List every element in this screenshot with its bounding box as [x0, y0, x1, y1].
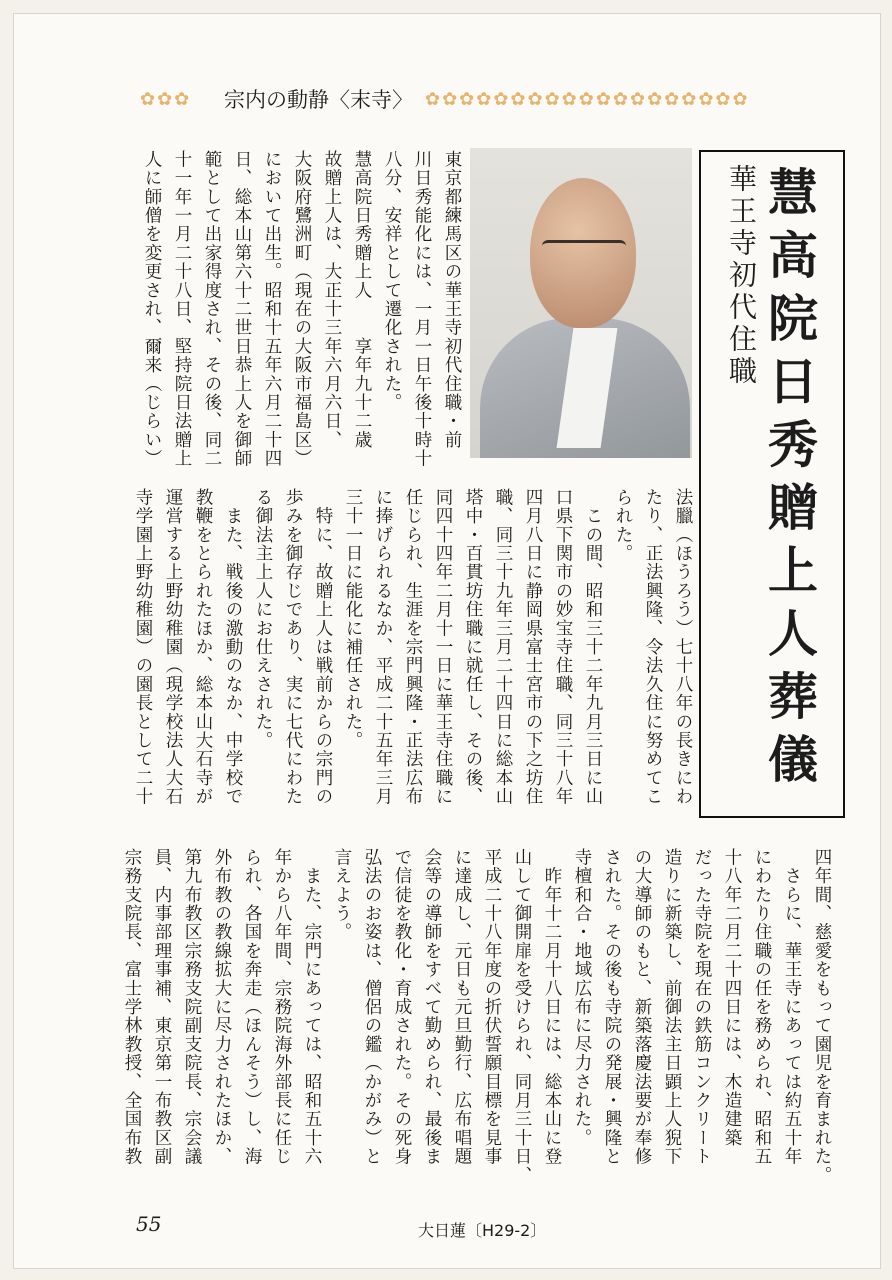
publication-title: 大日蓮〔H29-2〕 [418, 1221, 547, 1240]
article-column-top-left: 東京都練馬区の華王寺初代住職・前 川日秀能化には、一月一日午後十時十 八分、安祥として遷化された。 慧高院日秀贈上人 享年九十二歳 故贈上人は、大正十三年六月六日、 大阪府鷺洲町（現在の大阪市福島区） において出生。昭和十五年六月二十四 日、総本山第六十二世日恭上人を御師 範として出家得度され、その後、同二 十一年一月二十八日、堅持院日法贈上 人に師僧を変更され、爾来（じらい） [142, 150, 462, 468]
ornament-right: ✿✿✿✿✿✿✿✿✿✿✿✿✿✿✿✿✿✿✿ [425, 88, 750, 110]
glasses-shape [542, 240, 626, 263]
portrait-photo [470, 148, 692, 458]
article-title: 慧高院日秀贈上人葬儀 [760, 166, 819, 796]
article-title-box [699, 150, 845, 818]
article-subtitle: 華王寺初代住職 [725, 164, 758, 388]
ornament-left: ✿✿✿ [140, 88, 192, 110]
page-number: 55 [136, 1212, 162, 1236]
article-column-middle: 法臘（ほうろう）七十八年の長きにわ たり、正法興隆、令法久住に努めてこ られた。 この間、昭和三十二年九月三日に山 口県下関市の妙宝寺住職、同三十八年 四月八日に静岡県富士宮市の下之坊住 職、同三十九年三月二十四日に総本山 塔中・百貫坊住職に就任し、その後、 同四十四年二月十一日に華王寺住職に 任じられ、生涯を宗門興隆・正法広布 に捧げられるなか、平成二十五年三月 三十一日に能化に補任された。 特に、故贈上人は戦前からの宗門の 歩みを御存じであり、実に七代にわた る御法主上人にお仕えされた。 また、戦後の激動のなか、中学校で 教鞭をとられたほか、総本山大石寺が 運営する上野幼稚園（現学校法人大石 寺学園上野幼稚園）の園長として二十 [133, 488, 693, 806]
section-title: 宗内の動静〈末寺〉 [224, 88, 413, 112]
section-header [140, 84, 860, 114]
article-column-bottom: 四年間、慈愛をもって園児を育まれた。 さらに、華王寺にあっては約五十年 にわたり住職の任を務められ、昭和五 十八年二月二十四日には、木造建築 だった寺院を現在の鉄筋コンクリート 造りに新築し、前御法主日顕上人猊下 の大導師のもと、新築落慶法要が奉修 された。その後も寺院の発展・興隆と 寺檀和合・地域広布に尽力された。 昨年十二月十八日には、総本山に登 山して御開扉を受けられ、同月三十日、 平成二十八年度の折伏誓願目標を見事 に達成し、元日も元旦勤行、広布唱題 会等の導師をすべて勤められ、最後ま で信徒を教化・育成された。その死身 弘法のお姿は、僧侶の鑑（かがみ）と 言えよう。 また、宗門にあっては、昭和五十六 年から八年間、宗務院海外部長に任じ られ、各国を奔走（ほんそう）し、海 外布教の教線拡大に尽力されたほか、 第九布教区宗務支院副支院長、宗会議 員、内事部理事補、東京第一布教区副 宗務支院長、富士学林教授、全国布教 [122, 848, 832, 1185]
